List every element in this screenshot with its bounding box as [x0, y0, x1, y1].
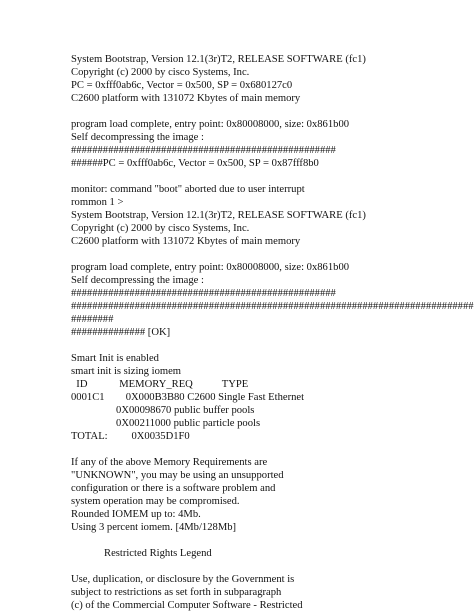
text-line: subject to restrictions as set forth in subparagraph	[71, 587, 282, 598]
text-line: configuration or there is a software problem and	[71, 483, 276, 494]
text-line: ##################################################	[71, 288, 336, 299]
text-line: ######PC = 0xfff0ab6c, Vector = 0x500, SP = 0x87fff8b0	[71, 158, 319, 169]
text-line: 0X00211000 public particle pools	[71, 418, 261, 429]
text-line: Self decompressing the image :	[71, 132, 204, 143]
text-line: PC = 0xfff0ab6c, Vector = 0x500, SP = 0x680127c0	[71, 80, 293, 91]
text-line: C2600 platform with 131072 Kbytes of main memory	[71, 236, 301, 247]
text-line: smart init is sizing iomem	[71, 366, 182, 377]
text-line: ############################################################################	[71, 301, 474, 312]
text-line: ############## [OK]	[71, 327, 171, 338]
text-line: ID MEMORY_REQ TYPE	[71, 379, 249, 390]
text-line: Copyright (c) 2000 by cisco Systems, Inc.	[71, 223, 250, 234]
text-line: Using 3 percent iomem. [4Mb/128Mb]	[71, 522, 237, 533]
text-line: Rounded IOMEM up to: 4Mb.	[71, 509, 201, 520]
text-line: rommon 1 >	[71, 197, 124, 208]
text-line: program load complete, entry point: 0x80008000, size: 0x861b00	[71, 119, 350, 130]
text-line: 0X00098670 public buffer pools	[71, 405, 255, 416]
text-line: Smart Init is enabled	[71, 353, 159, 364]
text-line: 0001C1 0X000B3B80 C2600 Single Fast Ethernet	[71, 392, 305, 403]
text-line: "UNKNOWN", you may be using an unsupported	[71, 470, 284, 481]
text-line: System Bootstrap, Version 12.1(3r)T2, RELEASE SOFTWARE (fc1)	[71, 54, 366, 65]
text-line: Self decompressing the image :	[71, 275, 204, 286]
text-line: monitor: command "boot" aborted due to user interrupt	[71, 184, 305, 195]
text-line: Use, duplication, or disclosure by the Government is	[71, 574, 295, 585]
text-line: ##################################################	[71, 145, 336, 156]
section-heading: Restricted Rights Legend	[104, 548, 212, 559]
text-line: ########	[71, 314, 114, 325]
text-line: TOTAL: 0X0035D1F0	[71, 431, 190, 442]
text-line: If any of the above Memory Requirements are	[71, 457, 268, 468]
text-line: Copyright (c) 2000 by cisco Systems, Inc.	[71, 67, 250, 78]
text-line: system operation may be compromised.	[71, 496, 240, 507]
text-line: C2600 platform with 131072 Kbytes of main memory	[71, 93, 301, 104]
text-line: program load complete, entry point: 0x80008000, size: 0x861b00	[71, 262, 350, 273]
text-line: (c) of the Commercial Computer Software - Restricted	[71, 600, 303, 611]
text-line: System Bootstrap, Version 12.1(3r)T2, RELEASE SOFTWARE (fc1)	[71, 210, 366, 221]
